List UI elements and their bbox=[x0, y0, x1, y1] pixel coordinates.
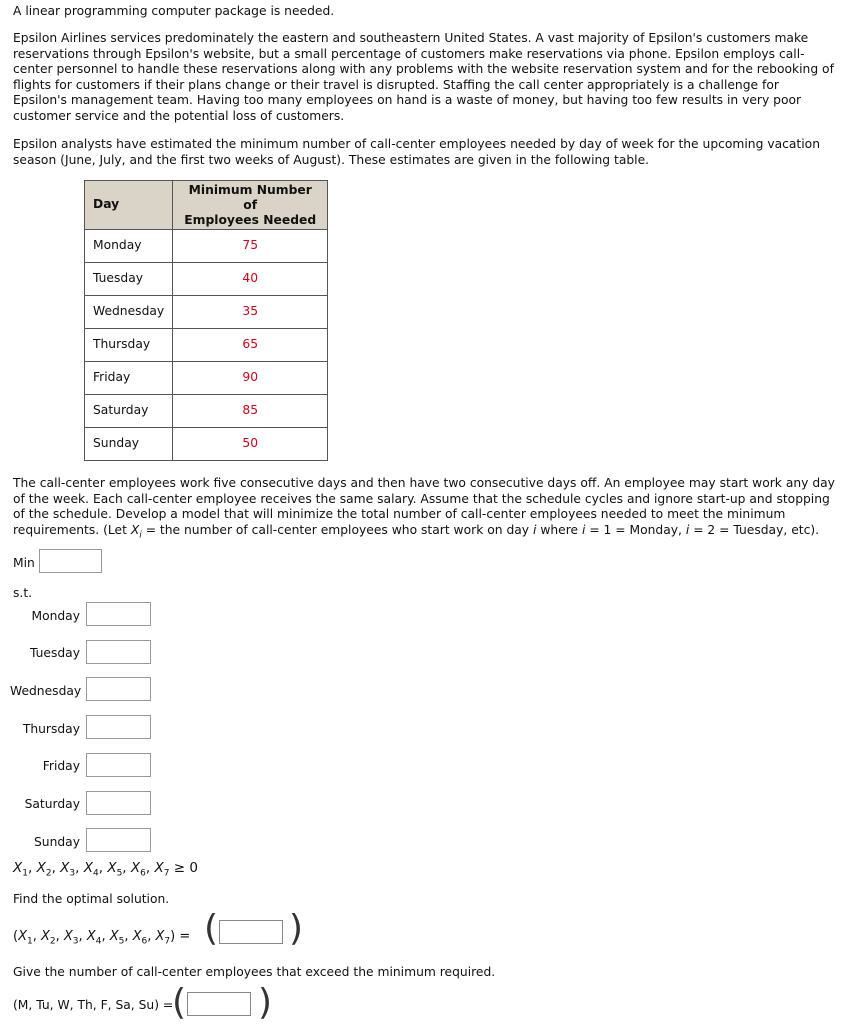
constraint-input-thursday[interactable] bbox=[86, 715, 151, 739]
constraint-input-friday[interactable] bbox=[86, 753, 151, 777]
constraint-input-sunday[interactable] bbox=[86, 828, 151, 852]
constraint-label-thursday: Thursday bbox=[22, 722, 80, 736]
constraint-input-monday[interactable] bbox=[86, 602, 151, 626]
excess-label: (M, Tu, W, Th, F, Sa, Su) = bbox=[13, 998, 174, 1012]
st-label: s.t. bbox=[13, 586, 33, 600]
constraint-label-sunday: Sunday bbox=[33, 835, 80, 849]
excess-input[interactable] bbox=[187, 992, 251, 1016]
constraint-input-tuesday[interactable] bbox=[86, 640, 151, 664]
find-optimal-text: Find the optimal solution. bbox=[13, 892, 170, 906]
table-row: Friday 90 bbox=[85, 362, 328, 395]
header-min-employees: Minimum Number of Employees Needed bbox=[173, 181, 328, 230]
right-paren: ) bbox=[289, 908, 304, 949]
constraint-label-monday: Monday bbox=[31, 609, 80, 623]
model-instructions: The call-center employees work five consecutive days and then have two consecutive days off. An employee may start work any day of the week. Each call-center employee receives the same salary. Assume that the schedule cycles and ignore start-up and stopping of the schedule. Develop a model that will minimize the total number of call-center employees needed to meet the minimum requirements. (Let $X_i$ = the number of call-center employees who start work on day i where i = 1 = Monday, i = 2 = Tuesday, etc). bbox=[13, 476, 835, 540]
left-paren: ( bbox=[172, 982, 187, 1023]
solution-label: ($X_1$, $X_2$, $X_3$, $X_4$, $X_5$, $X_6$, $X_7$) = bbox=[13, 929, 191, 947]
problem-paragraph: Epsilon Airlines services predominately the eastern and southeastern United States. A vast majority of Epsilon's customers make reservations through Epsilon's website, but a small percentage of customers make reservations via phone. Epsilon employs call-center personnel to handle these reservations along with any problems with the website reservation system and for the rebooking of flights for customers if their plans change or their travel is disrupted. Staffing the call center appropriately is a challenge for Epsilon's management team. Having too many employees on hand is a waste of money, but having too few results in very poor customer service and the potential loss of customers. bbox=[13, 31, 834, 123]
table-row: Thursday 65 bbox=[85, 329, 328, 362]
constraint-input-wednesday[interactable] bbox=[86, 677, 151, 701]
constraint-input-saturday[interactable] bbox=[86, 791, 151, 815]
header-day: Day bbox=[85, 181, 173, 230]
table-row: Sunday 50 bbox=[85, 428, 328, 461]
estimates-paragraph: Epsilon analysts have estimated the minimum number of call-center employees needed by day of week for the upcoming vacation season (June, July, and the first two weeks of August). These estimates are given in the following table. bbox=[13, 137, 820, 167]
table-row: Wednesday 35 bbox=[85, 296, 328, 329]
table-row: Tuesday 40 bbox=[85, 263, 328, 296]
requirements-table bbox=[84, 180, 328, 461]
left-paren: ( bbox=[204, 908, 219, 949]
constraint-label-tuesday: Tuesday bbox=[29, 646, 80, 660]
constraint-label-saturday: Saturday bbox=[24, 797, 80, 811]
nonnegativity-constraint: $X_1$, $X_2$, $X_3$, $X_4$, $X_5$, $X_6$, $X_7 \ge 0$ bbox=[13, 860, 198, 879]
optimal-solution-input[interactable] bbox=[219, 920, 283, 944]
constraint-label-friday: Friday bbox=[42, 759, 80, 773]
intro-text: A linear programming computer package is needed. bbox=[13, 4, 335, 18]
min-label: Min bbox=[13, 556, 35, 570]
table-row: Saturday 85 bbox=[85, 395, 328, 428]
right-paren: ) bbox=[258, 982, 273, 1023]
constraint-label-wednesday: Wednesday bbox=[10, 684, 82, 698]
table-row: Monday 75 bbox=[85, 230, 328, 263]
exceed-text: Give the number of call-center employees that exceed the minimum required. bbox=[13, 965, 496, 979]
objective-input[interactable] bbox=[39, 549, 102, 573]
